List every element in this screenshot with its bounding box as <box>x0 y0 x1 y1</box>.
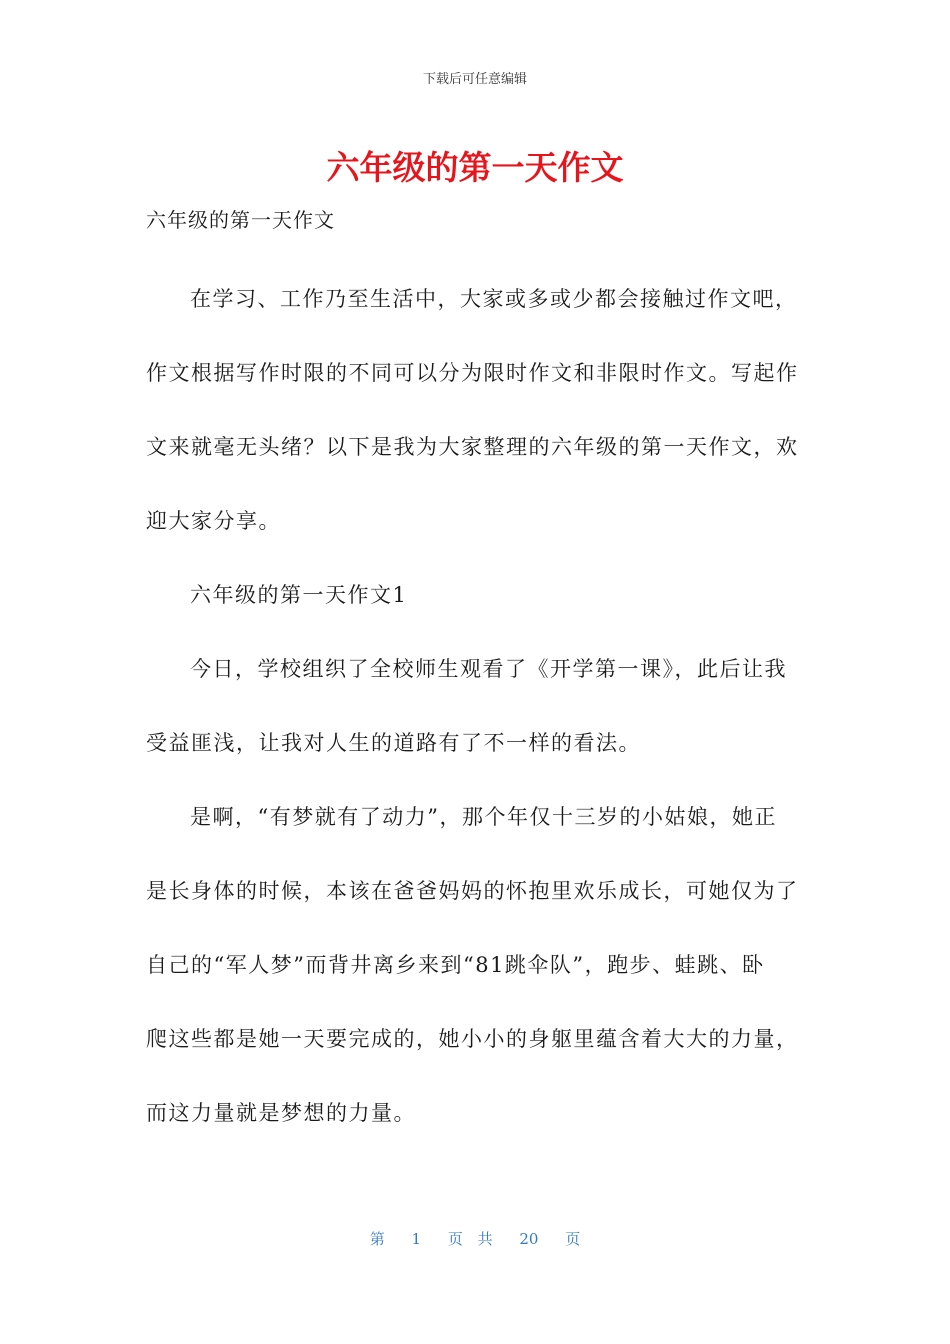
page-prefix: 第 <box>369 1230 385 1248</box>
document-body <box>146 200 806 1150</box>
paragraph-line: 在学习、工作乃至生活中，大家或多或少都会接触过作文吧， <box>190 287 798 311</box>
page-middle: 页 共 <box>447 1230 493 1248</box>
paragraph-line: 是啊，“有梦就有了动力”，那个年仅十三岁的小姑娘，她正 <box>190 805 777 829</box>
paragraph-line: 自己的“军人梦”而背井离乡来到“81跳伞队”，跑步、蛙跳、卧 <box>146 953 765 977</box>
section-heading: 六年级的第一天作文1 <box>190 583 408 607</box>
paragraph-line: 而这力量就是梦想的力量。 <box>146 1101 416 1125</box>
paragraph-line: 作文根据写作时限的不同可以分为限时作文和非限时作文。写起作 <box>146 361 799 385</box>
paragraph-line: 文来就毫无头绪？以下是我为大家整理的六年级的第一天作文，欢 <box>146 435 799 459</box>
paragraph-line: 今日，学校组织了全校师生观看了《开学第一课》，此后让我 <box>190 657 787 681</box>
document-subtitle: 六年级的第一天作文 <box>146 208 335 232</box>
page-footer <box>0 1228 950 1249</box>
paragraph-line: 受益匪浅，让我对人生的道路有了不一样的看法。 <box>146 731 641 755</box>
document-title: 六年级的第一天作文 <box>326 148 624 187</box>
paragraph-line: 爬这些都是她一天要完成的，她小小的身躯里蕴含着大大的力量， <box>146 1027 799 1051</box>
paragraph-line: 迎大家分享。 <box>146 509 281 533</box>
page-total: 20 <box>519 1230 539 1248</box>
page-suffix: 页 <box>565 1230 581 1248</box>
paragraph-line: 是长身体的时候，本该在爸爸妈妈的怀抱里欢乐成长，可她仅为了 <box>146 879 799 903</box>
header-note: 下载后可任意编辑 <box>422 72 527 87</box>
page-number: 1 <box>411 1230 422 1248</box>
